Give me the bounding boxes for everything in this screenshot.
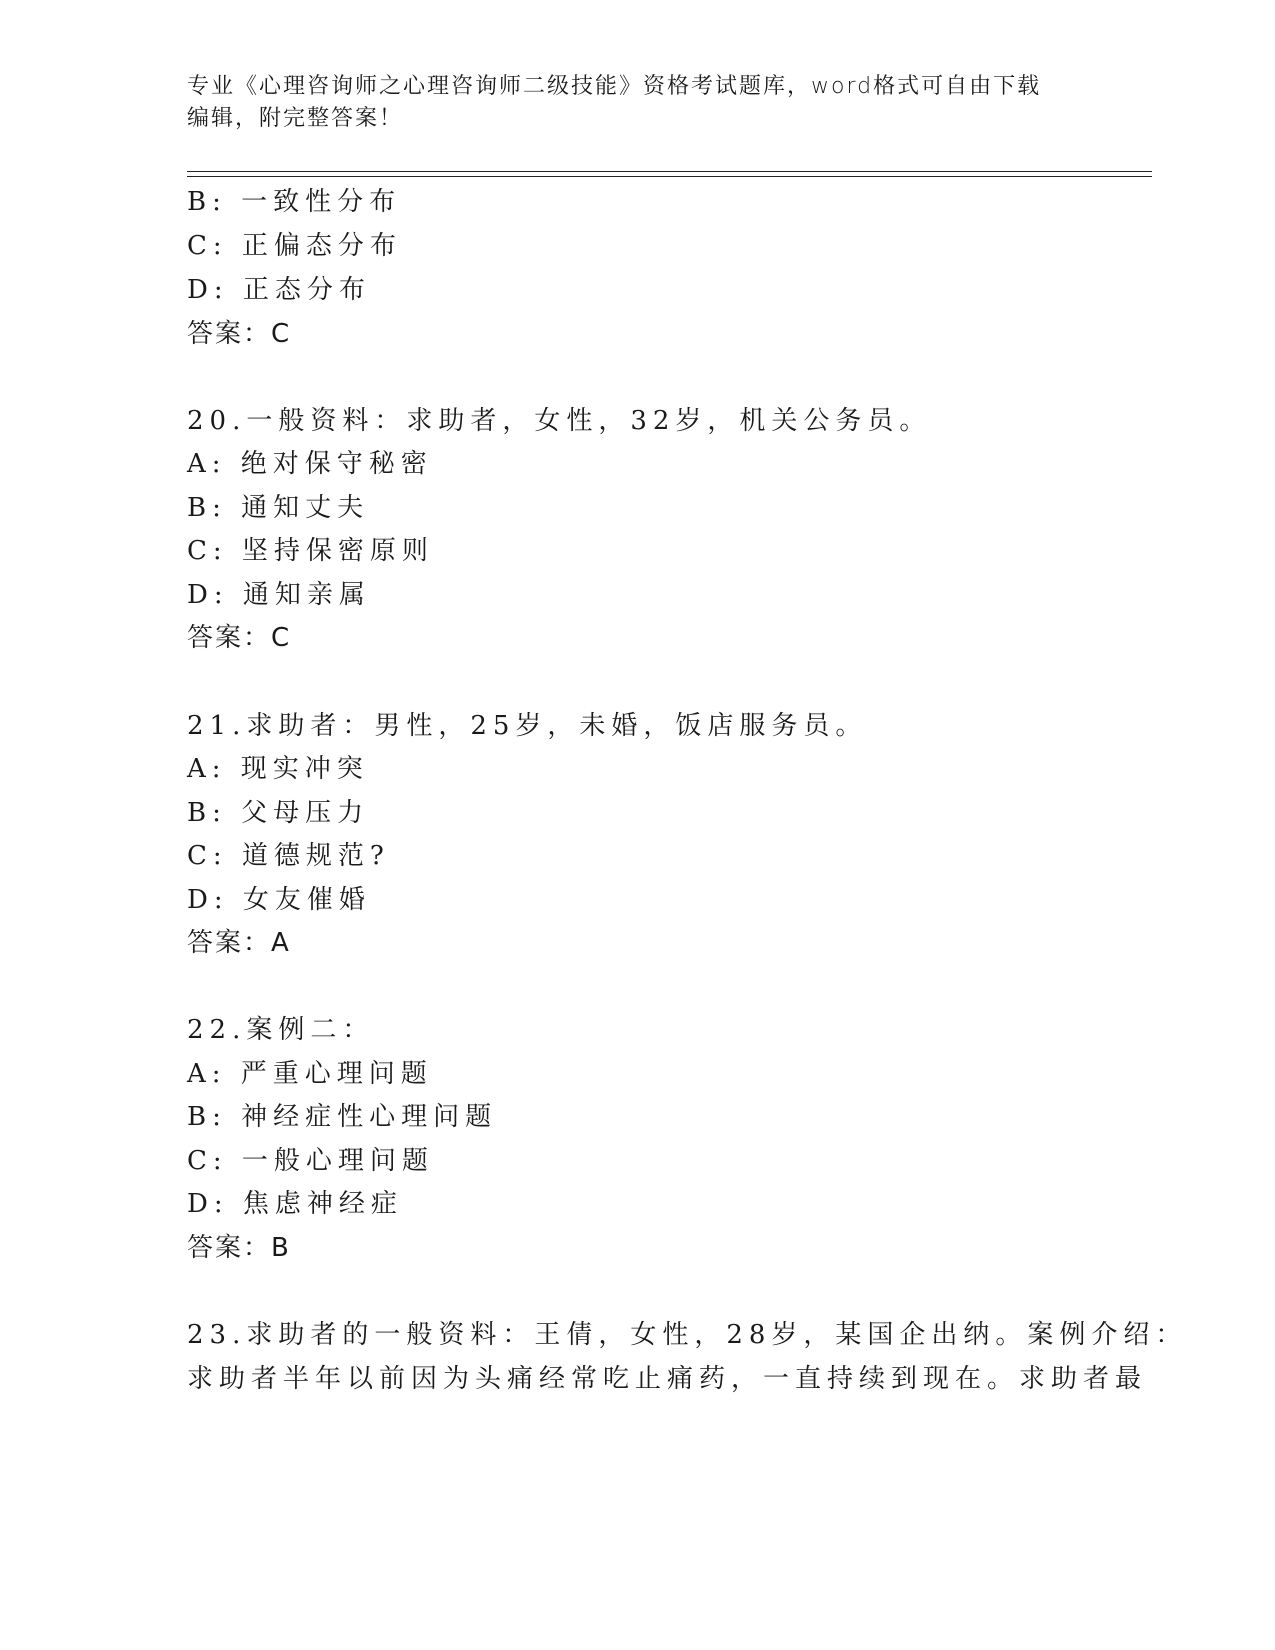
- q22-option-a: A: 严重心理问题: [187, 1059, 433, 1089]
- header-rule-top: [187, 171, 1152, 172]
- q20-option-b: B: 通知丈夫: [187, 493, 370, 523]
- q21-option-c: C: 道德规范?: [187, 841, 390, 871]
- q20-option-c: C: 坚持保密原则: [187, 536, 434, 566]
- q20-option-a: A: 绝对保守秘密: [187, 449, 433, 479]
- q19-option-c: C: 正偏态分布: [187, 231, 402, 261]
- q22-answer: 答案：B: [187, 1233, 291, 1263]
- q20-stem: 20.一般资料：求助者，女性，32岁，机关公务员。: [187, 406, 932, 436]
- q21-option-d: D: 女友催婚: [187, 885, 371, 915]
- q19-option-d: D: 正态分布: [187, 275, 371, 305]
- q21-answer: 答案：A: [187, 928, 291, 958]
- header-text-line-2: 编辑，附完整答案！: [187, 106, 404, 131]
- q22-option-d: D: 焦虑神经症: [187, 1189, 403, 1219]
- q22-option-b: B: 神经症性心理问题: [187, 1102, 498, 1132]
- q21-stem: 21.求助者：男性，25岁，未婚，饭店服务员。: [187, 711, 868, 741]
- q21-option-a: A: 现实冲突: [187, 754, 369, 784]
- header-text-line-1: 专业《心理咨询师之心理咨询师二级技能》资格考试题库，word格式可自由下载: [187, 74, 1042, 99]
- q19-option-b: B: 一致性分布: [187, 187, 402, 217]
- q19-answer: 答案：C: [187, 319, 292, 349]
- header-rule-bottom: [187, 176, 1152, 177]
- q21-option-b: B: 父母压力: [187, 798, 370, 828]
- q22-option-c: C: 一般心理问题: [187, 1146, 434, 1176]
- q23-stem-line-1: 23.求助者的一般资料：王倩，女性，28岁，某国企出纳。案例介绍：: [187, 1320, 1188, 1350]
- q20-answer: 答案：C: [187, 623, 292, 653]
- q20-option-d: D: 通知亲属: [187, 580, 371, 610]
- q23-stem-line-2: 求助者半年以前因为头痛经常吃止痛药，一直持续到现在。求助者最: [187, 1364, 1148, 1394]
- q22-stem: 22.案例二：: [187, 1015, 375, 1045]
